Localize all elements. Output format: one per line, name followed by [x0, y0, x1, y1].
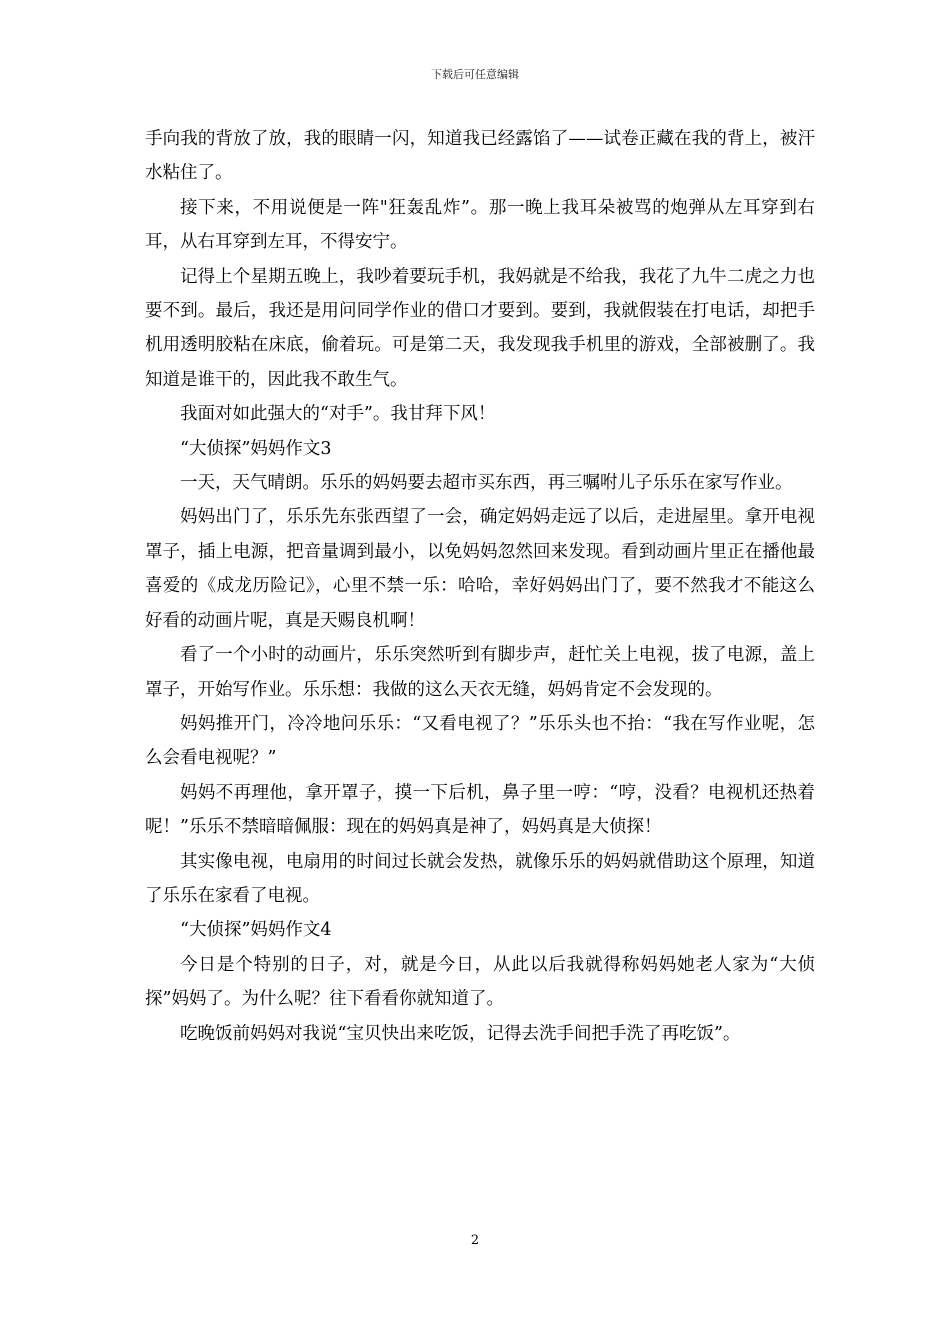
paragraph: 今日是个特别的日子，对，就是今日，从此以后我就得称妈妈她老人家为“大侦探”妈妈了。为什么呢？往下看看你就知道了。: [145, 954, 815, 1010]
paragraph: 接下来，不用说便是一阵"狂轰乱炸”。那一晚上我耳朵被骂的炮弹从左耳穿到右耳，从右耳穿到左耳，不得安宁。: [145, 197, 815, 253]
paragraph: 妈妈不再理他，拿开罩子，摸一下后机，鼻子里一哼：“哼，没看？电视机还热着呢！”乐乐不禁暗暗佩服：现在的妈妈真是神了，妈妈真是大侦探！: [145, 782, 815, 838]
page-number: 2: [470, 1233, 480, 1248]
paragraph: 我面对如此强大的“对手”。我甘拜下风！: [180, 404, 496, 425]
paragraph: 看了一个小时的动画片，乐乐突然听到有脚步声，赶忙关上电视，拔了电源，盖上罩子，开始写作业。乐乐想：我做的这么天衣无缝，妈妈肯定不会发现的。: [145, 645, 815, 700]
paragraph: 记得上个星期五晚上，我吵着要玩手机，我妈就是不给我，我花了九牛二虎之力也要不到。最后，我还是用问同学作业的借口才要到。要到，我就假装在打电话，却把手机用透明胶粘在床底，偷着玩。可是第二天，我发现我手机里的游戏，全部被删了。我知道是谁干的，因此我不敢生气。: [145, 266, 815, 390]
section-title: “大侦探”妈妈作文3: [180, 438, 332, 459]
paragraph: 其实像电视，电扇用的时间过长就会发热，就像乐乐的妈妈就借助这个原理，知道了乐乐在家看了电视。: [145, 851, 815, 906]
paragraph: 手向我的背放了放，我的眼睛一闪，知道我已经露馅了——试卷正藏在我的背上，被汗水粘住了。: [145, 129, 815, 184]
paragraph: 妈妈出门了，乐乐先东张西望了一会，确定妈妈走远了以后，走进屋里。拿开电视罩子，插上电源，把音量调到最小，以免妈妈忽然回来发现。看到动画片里正在播他最喜爱的《成龙历险记》，心里不禁一乐：哈哈，幸好妈妈出门了，要不然我才不能这么好看的动画片呢，真是天赐良机啊！: [145, 507, 815, 631]
document-body: [145, 122, 815, 1051]
paragraph: 一天，天气晴朗。乐乐的妈妈要去超市买东西，再三嘱咐儿子乐乐在家写作业。: [180, 473, 793, 494]
page-header: 下载后可任意编辑: [431, 68, 519, 81]
paragraph: 妈妈推开门，冷冷地问乐乐：“又看电视了？”乐乐头也不抬：“我在写作业呢，怎么会看电视呢？”: [145, 713, 815, 769]
paragraph: 吃晚饭前妈妈对我说“宝贝快出来吃饭，记得去洗手间把手洗了再吃饭”。: [180, 1023, 741, 1044]
section-title: “大侦探”妈妈作文4: [180, 920, 332, 941]
